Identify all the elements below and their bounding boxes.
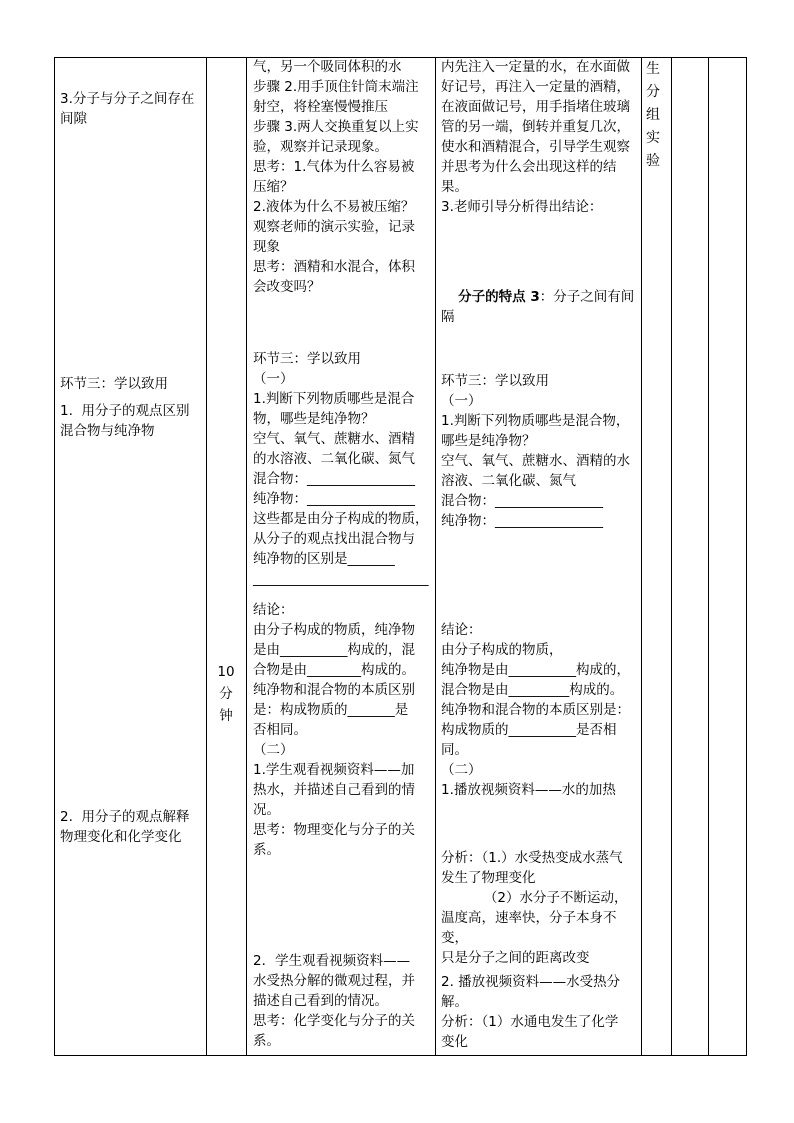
topic-item-1: 1. 用分子的观点区别 混合物与纯净物 (60, 403, 190, 439)
student-activity-block-3: 结论： 由分子构成的物质，纯净物 是由__________构成的，混 合物是由________构成的。 纯净物和混合物的本质区别 是：构成物质的_______是 否相同。 （二） 1.学生观看视频资料——加 热水，并描述自己看到的情 况。 思考：物理变化与分子的关 系。 (253, 602, 415, 858)
teacher-activity-block-5: 2. 播放视频资料——水受热分 解。 分析：（1）水通电发生了化学 变化 (441, 974, 621, 1050)
molecule-feature-3 (441, 267, 639, 347)
section-3-title: 环节三：学以致用 (60, 376, 168, 392)
student-activity-block-2: 环节三：学以致用 （一） 1.判断下列物质哪些是混合 物，哪些是纯净物？ 空气、氧气、蔗糖水、酒精 的水溶液、二氧化碳、氮气 混合物：________________ 纯净物：________________ 这些都是由分子构成的物质， 从分子的观点找出混合物与 纯净物的区别是_______ __________________________ (253, 351, 429, 587)
column-divider-1 (206, 57, 207, 1056)
table-right-border (746, 57, 747, 1056)
teacher-activity-block-1: 内先注入一定量的水，在水面做 好记号，再注入一定量的酒精， 在液面做记号，用手指堵住玻璃 管的另一端，倒转并重复几次， 使水和酒精混合，引导学生观察 并思考为什么会出现这样的结 果。 3.老师引导分析得出结论： (441, 59, 630, 215)
method-label: 生 分 组 实 验 (646, 61, 660, 169)
topic-item-2: 2. 用分子的观点解释 物理变化和化学变化 (60, 809, 190, 845)
feature-label: 分子的特点 3 (458, 289, 540, 305)
column-divider-5 (671, 57, 672, 1056)
table-left-border (54, 57, 55, 1056)
topic-item-3: 3.分子与分子之间存在 间隙 (60, 91, 195, 127)
teacher-activity-block-3: 结论： 由分子构成的物质， 纯净物是由__________构成的， 混合物是由_________构成的。 纯净物和混合物的本质区别是： 构成物质的__________是否相 同。 （二） 1.播放视频资料——水的加热 (441, 622, 630, 798)
teacher-activity-block-2: 环节三：学以致用 （一） 1.判断下列物质哪些是混合物， 哪些是纯净物？ 空气、氧气、蔗糖水、酒精的水 溶液、二氧化碳、氮气 混合物：________________ 纯净物：________________ (441, 373, 630, 529)
column-divider-3 (435, 57, 436, 1056)
time-allocation: 10 分 钟 (217, 664, 235, 724)
student-activity-block-4: 2．学生观看视频资料—— 水受热分解的微观过程，并 描述自己看到的情况。 思考：化学变化与分子的关 系。 (253, 953, 415, 1049)
table-bottom-border (54, 1055, 747, 1056)
student-activity-block-1: 气，另一个吸同体积的水 步骤 2.用手顶住针筒末端注 射空，将栓塞慢慢推压 步骤 3.两人交换重复以上实 验，观察并记录现象。 思考：1.气体为什么容易被 压缩？ 2.液体为什么不易被压缩？ 观察老师的演示实验，记录 现象 思考：酒精和水混合，体积 会改变吗？ (253, 59, 419, 295)
column-divider-4 (641, 57, 642, 1056)
column-divider-6 (708, 57, 709, 1056)
teacher-activity-block-4: 分析：（1.）水受热变成水蒸气 发生了物理变化 （2）水分子不断运动， 温度高，速率快，分子本身不变， 只是分子之间的距离改变 (441, 850, 628, 966)
column-divider-2 (246, 57, 247, 1056)
feature-text: ：分子之间有间隔 (441, 289, 635, 325)
